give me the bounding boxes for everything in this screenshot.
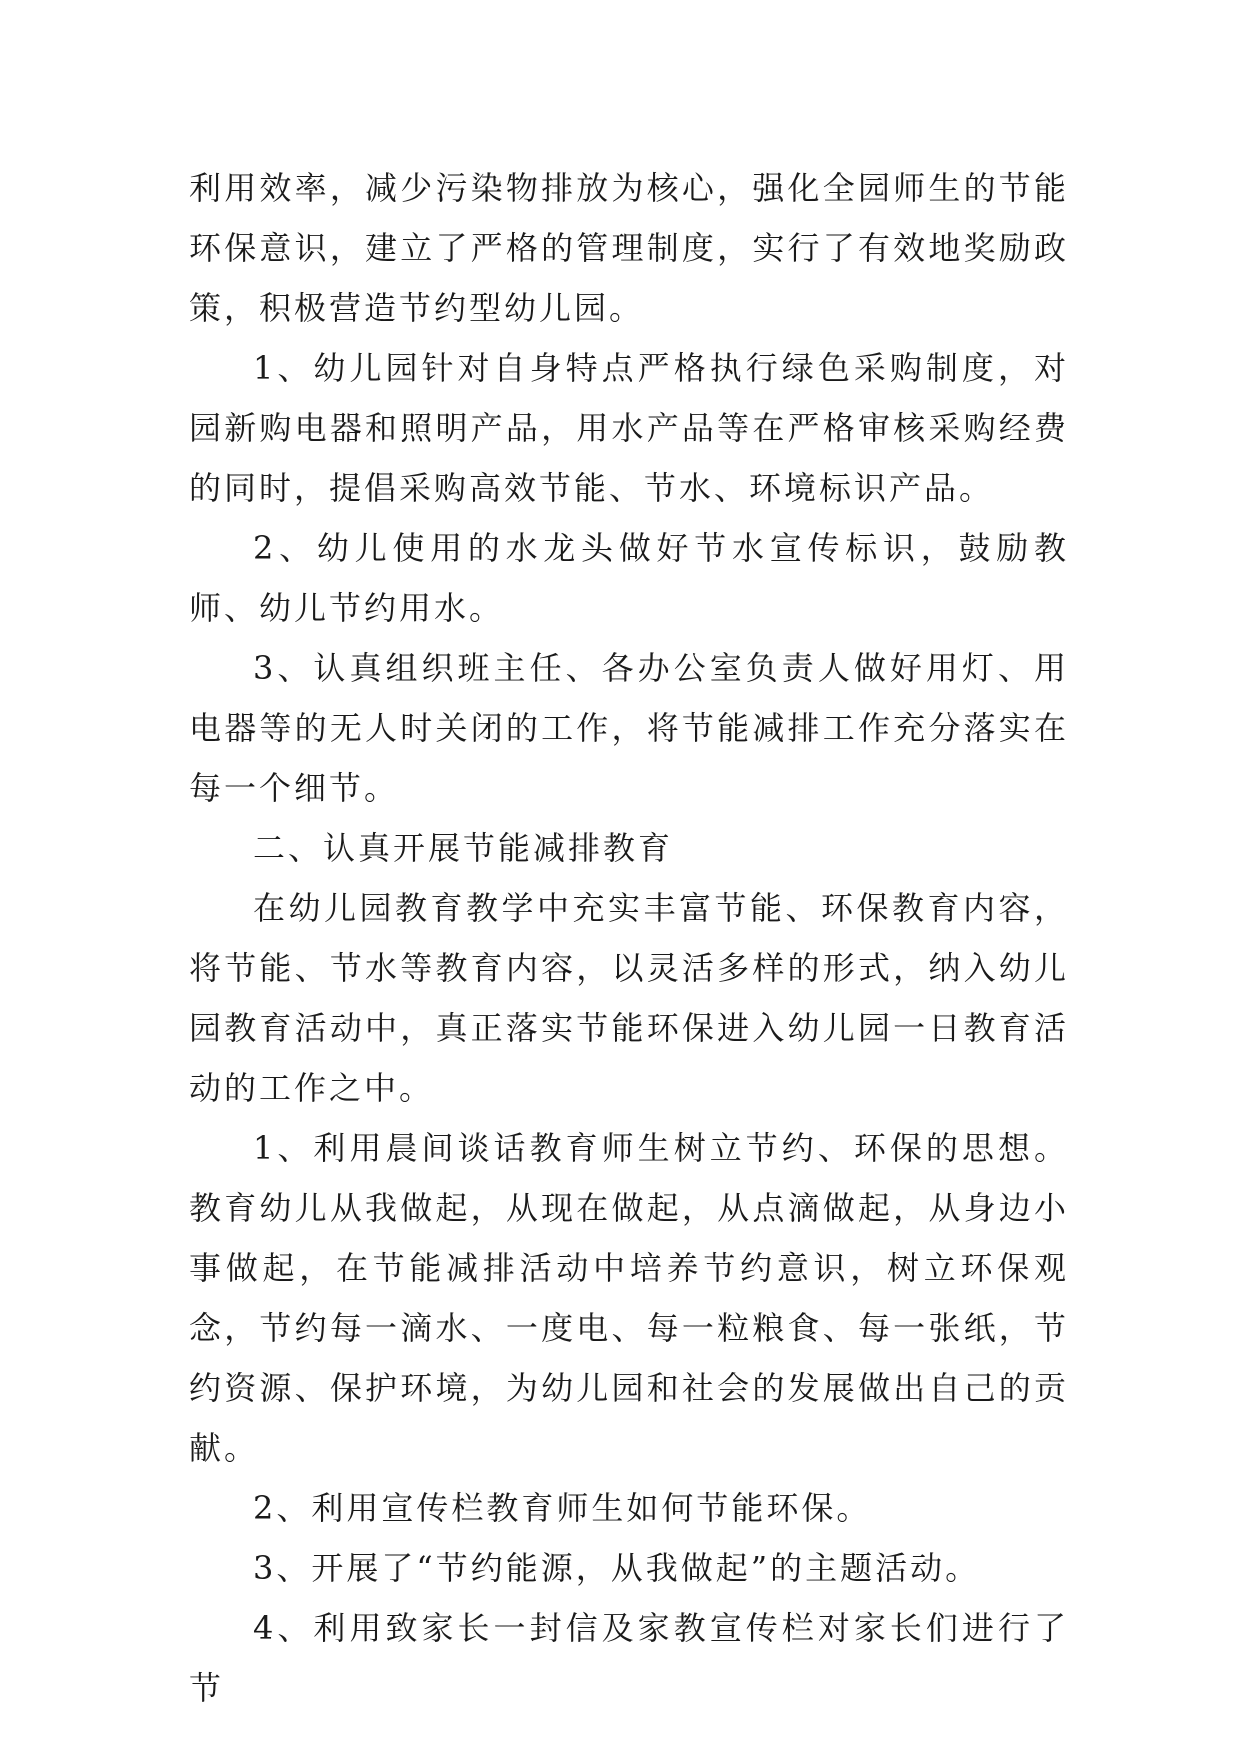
paragraph: 在幼儿园教育教学中充实丰富节能、环保教育内容，将节能、节水等教育内容，以灵活多样的形式，纳入幼儿园教育活动中，真正落实节能环保进入幼儿园一日教育活动的工作之中。 — [189, 889, 1069, 1107]
paragraph: 1、利用晨间谈话教育师生树立节约、环保的思想。教育幼儿从我做起，从现在做起，从点滴做起，从身边小事做起，在节能减排活动中培养节约意识，树立环保观念，节约每一滴水、一度电、每一粒粮食、每一张纸，节约资源、保护环境，为幼儿园和社会的发展做出自己的贡献。 — [189, 1129, 1069, 1467]
paragraph: 3、认真组织班主任、各办公室负责人做好用灯、用电器等的无人时关闭的工作，将节能减排工作充分落实在每一个细节。 — [189, 649, 1069, 807]
paragraph: 3、开展了“节约能源，从我做起”的主题活动。 — [253, 1549, 981, 1587]
paragraph: 1、幼儿园针对自身特点严格执行绿色采购制度，对园新购电器和照明产品，用水产品等在严格审核采购经费的同时，提倡采购高效节能、节水、环境标识产品。 — [189, 349, 1069, 507]
paragraph: 2、利用宣传栏教育师生如何节能环保。 — [253, 1489, 872, 1527]
section-heading: 二、认真开展节能减排教育 — [253, 829, 674, 867]
paragraph: 利用效率，减少污染物排放为核心，强化全园师生的节能环保意识，建立了严格的管理制度，实行了有效地奖励政策，积极营造节约型幼儿园。 — [189, 169, 1069, 327]
paragraph: 2、幼儿使用的水龙头做好节水宣传标识，鼓励教师、幼儿节约用水。 — [189, 529, 1069, 627]
document-page — [189, 158, 1069, 1718]
paragraph: 4、利用致家长一封信及家教宣传栏对家长们进行了节 — [189, 1609, 1069, 1707]
